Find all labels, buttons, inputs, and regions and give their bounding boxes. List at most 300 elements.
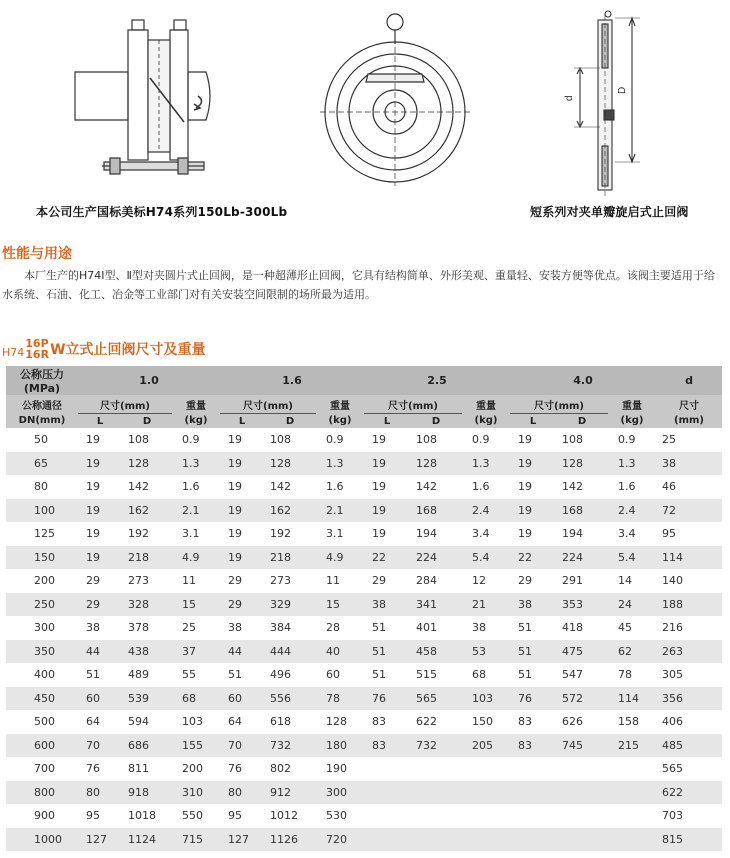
table-cell: 5.4 [608,546,656,570]
table-cell [410,757,462,781]
table-cell: 188 [656,593,722,617]
table-cell: 103 [462,687,510,711]
table-cell: 291 [556,569,608,593]
table-cell: 918 [122,781,172,805]
table-cell: 356 [656,687,722,711]
table-cell: 83 [364,710,410,734]
table-cell [364,781,410,805]
table-cell: 162 [122,499,172,523]
table-cell: 300 [316,781,364,805]
weight-header-2: 重量 [316,395,364,414]
table-cell: 51 [364,640,410,664]
dn-header: 公称通径 [6,395,78,414]
table-cell: 19 [510,475,556,499]
table-cell: 19 [364,428,410,452]
table-cell [462,804,510,828]
table-cell: 19 [364,452,410,476]
valve-drawings [0,0,730,235]
table-title-sup: 16P [25,337,49,350]
table-cell: 38 [78,616,122,640]
table-cell: 103 [172,710,220,734]
table-cell: 305 [656,663,722,687]
weight-header-3: 重量 [462,395,510,414]
table-cell: 25 [656,428,722,452]
table-cell: 815 [656,828,722,852]
table-cell: 2.1 [316,499,364,523]
table-cell: 310 [172,781,220,805]
table-title-prefix: H74 [2,345,25,359]
table-cell [410,781,462,805]
table-cell: 150 [6,546,78,570]
table-cell: 353 [556,593,608,617]
dimension-d-label: d [564,95,575,101]
table-cell: 496 [264,663,316,687]
table-row [6,687,722,711]
table-cell: 329 [264,593,316,617]
table-cell: 4.9 [316,546,364,570]
table-cell: 194 [556,522,608,546]
weight-unit-2: (kg) [316,414,364,429]
D-header-4: D [556,414,608,429]
table-cell: 100 [6,499,78,523]
table-row [6,804,722,828]
table-cell [556,828,608,852]
table-cell: 51 [220,663,264,687]
table-row [6,781,722,805]
table-cell: 51 [364,616,410,640]
table-cell: 15 [316,593,364,617]
table-cell: 626 [556,710,608,734]
table-row [6,757,722,781]
pressure-2-5: 2.5 [364,366,510,395]
table-cell: 565 [410,687,462,711]
table-cell: 745 [556,734,608,758]
size-header-3: 尺寸(mm) [364,395,462,414]
table-cell [462,757,510,781]
table-cell: 19 [510,452,556,476]
table-row [6,828,722,852]
table-cell: 19 [78,428,122,452]
table-cell: 45 [608,616,656,640]
table-cell: 19 [220,428,264,452]
table-cell [510,781,556,805]
table-cell: 70 [220,734,264,758]
d-size-header: 尺寸 [656,395,722,414]
table-cell: 400 [6,663,78,687]
table-cell: 21 [462,593,510,617]
d-unit-header: (mm) [656,414,722,429]
table-cell: 19 [78,546,122,570]
table-cell: 1.6 [608,475,656,499]
table-cell: 224 [556,546,608,570]
table-cell: 76 [364,687,410,711]
table-cell: 539 [122,687,172,711]
table-cell: 95 [220,804,264,828]
table-cell: 142 [556,475,608,499]
table-cell: 168 [556,499,608,523]
table-cell [462,781,510,805]
table-cell: 80 [6,475,78,499]
table-cell: 78 [316,687,364,711]
table-cell: 51 [510,640,556,664]
table-cell: 350 [6,640,78,664]
table-cell [510,828,556,852]
table-cell: 29 [220,593,264,617]
table-row [6,616,722,640]
table-cell: 515 [410,663,462,687]
table-cell: 40 [316,640,364,664]
table-cell: 618 [264,710,316,734]
table-row [6,640,722,664]
d-header: d [656,366,722,395]
table-cell: 38 [462,616,510,640]
table-cell: 190 [316,757,364,781]
table-cell: 142 [264,475,316,499]
table-cell: 565 [656,757,722,781]
table-cell: 273 [122,569,172,593]
table-cell: 68 [462,663,510,687]
valve-front-view-drawing [320,14,470,186]
table-row [6,499,722,523]
section-title: 性能与用途 [2,246,72,262]
pressure-1-0: 1.0 [78,366,220,395]
table-cell: 458 [410,640,462,664]
table-cell: 128 [410,452,462,476]
table-cell: 44 [220,640,264,664]
table-cell: 450 [6,687,78,711]
table-cell: 127 [78,828,122,852]
table-cell: 0.9 [316,428,364,452]
table-cell: 108 [410,428,462,452]
table-cell [410,804,462,828]
table-title-sub: 16R [25,348,50,361]
table-cell: 51 [364,663,410,687]
table-cell: 715 [172,828,220,852]
table-title-suffix: W立式止回阀尺寸及重量 [50,342,206,358]
table-cell: 180 [316,734,364,758]
table-cell: 1.6 [316,475,364,499]
table-cell [410,828,462,852]
weight-unit-4: (kg) [608,414,656,429]
table-cell: 60 [316,663,364,687]
table-cell [510,804,556,828]
table-cell: 700 [6,757,78,781]
valve-side-view-drawing [75,20,210,174]
table-cell [364,804,410,828]
table-cell [556,781,608,805]
table-cell: 418 [556,616,608,640]
table-row [6,452,722,476]
table-cell: 1.3 [608,452,656,476]
table-cell: 38 [220,616,264,640]
table-cell: 1000 [6,828,78,852]
table-cell: 19 [220,546,264,570]
table-cell: 62 [608,640,656,664]
table-cell: 80 [220,781,264,805]
table-cell: 95 [656,522,722,546]
table-cell: 76 [510,687,556,711]
table-cell: 802 [264,757,316,781]
table-cell: 25 [172,616,220,640]
table-cell: 19 [510,428,556,452]
table-cell: 150 [462,710,510,734]
table-cell: 401 [410,616,462,640]
table-cell: 155 [172,734,220,758]
table-cell: 720 [316,828,364,852]
table-cell: 108 [556,428,608,452]
weight-header-1: 重量 [172,395,220,414]
left-drawing-caption: 本公司生产国标美标H74系列150Lb-300Lb [36,205,288,219]
table-cell: 1.3 [172,452,220,476]
table-cell: 51 [78,663,122,687]
table-cell: 46 [656,475,722,499]
size-header-2: 尺寸(mm) [220,395,316,414]
table-cell: 64 [78,710,122,734]
D-header-2: D [264,414,316,429]
table-cell: 11 [172,569,220,593]
table-cell [556,757,608,781]
table-cell: 4.9 [172,546,220,570]
description-text: 本厂生产的H74Ⅰ型、Ⅱ型对夹圆片式止回阀，是一种超薄形止回阀，它具有结构简单、外形美观、重量轻、安装方便等优点。该阀主要适用于给水系统、石油、化工、冶金等工业部门对有关安装空间限制的场所最为适用。 [2,269,715,301]
pressure-4-0: 4.0 [510,366,656,395]
table-cell: 485 [656,734,722,758]
table-cell: 128 [556,452,608,476]
table-cell: 108 [264,428,316,452]
table-cell: 12 [462,569,510,593]
table-cell: 215 [608,734,656,758]
table-cell: 168 [410,499,462,523]
table-cell: 83 [364,734,410,758]
table-cell: 3.4 [462,522,510,546]
table-cell [462,828,510,852]
table-row [6,428,722,452]
table-cell: 19 [78,499,122,523]
table-cell: 38 [656,452,722,476]
table-cell: 38 [510,593,556,617]
table-cell: 83 [510,710,556,734]
table-cell: 83 [510,734,556,758]
table-cell [510,757,556,781]
table-cell: 19 [220,499,264,523]
table-cell: 547 [556,663,608,687]
table-cell: 24 [608,593,656,617]
table-cell: 114 [608,687,656,711]
table-cell: 556 [264,687,316,711]
table-cell [608,781,656,805]
table-cell: 732 [264,734,316,758]
table-cell: 2.1 [172,499,220,523]
table-cell: 530 [316,804,364,828]
valve-section-view-drawing [574,11,640,198]
table-row [6,663,722,687]
table-cell: 128 [264,452,316,476]
table-cell: 72 [656,499,722,523]
table-cell: 76 [220,757,264,781]
table-cell: 19 [78,522,122,546]
D-header-1: D [122,414,172,429]
table-cell: 128 [122,452,172,476]
table-cell [608,804,656,828]
table-cell: 162 [264,499,316,523]
table-cell: 218 [122,546,172,570]
table-cell: 128 [316,710,364,734]
table-cell: 19 [220,475,264,499]
table-cell: 70 [78,734,122,758]
table-cell: 15 [172,593,220,617]
table-cell: 384 [264,616,316,640]
table-cell: 284 [410,569,462,593]
table-cell: 200 [172,757,220,781]
table-cell: 703 [656,804,722,828]
table-cell: 44 [78,640,122,664]
table-cell: 19 [220,522,264,546]
table-row [6,546,722,570]
table-cell: 29 [220,569,264,593]
table-cell: 19 [364,522,410,546]
table-cell: 29 [78,569,122,593]
table-cell: 0.9 [462,428,510,452]
table-cell: 263 [656,640,722,664]
table-cell: 114 [656,546,722,570]
table-cell: 273 [264,569,316,593]
table-cell: 28 [316,616,364,640]
table-cell: 19 [220,452,264,476]
table-cell: 37 [172,640,220,664]
dimension-D-label: D [617,86,628,94]
table-cell: 406 [656,710,722,734]
table-cell: 1018 [122,804,172,828]
table-cell: 38 [364,593,410,617]
pressure-header: 公称压力(MPa) [6,366,78,395]
size-header-4: 尺寸(mm) [510,395,608,414]
table-cell: 1124 [122,828,172,852]
weight-unit-3: (kg) [462,414,510,429]
table-cell: 341 [410,593,462,617]
table-cell: 22 [510,546,556,570]
table-cell: 125 [6,522,78,546]
table-cell [608,828,656,852]
table-cell: 19 [364,475,410,499]
table-cell: 328 [122,593,172,617]
table-cell: 300 [6,616,78,640]
table-cell: 800 [6,781,78,805]
table-cell: 224 [410,546,462,570]
table-cell: 80 [78,781,122,805]
L-header-1: L [78,414,122,429]
L-header-3: L [364,414,410,429]
L-header-4: L [510,414,556,429]
table-cell: 65 [6,452,78,476]
table-cell: 194 [410,522,462,546]
table-cell: 1.6 [462,475,510,499]
table-cell: 19 [364,499,410,523]
table-cell: 50 [6,428,78,452]
table-cell: 22 [364,546,410,570]
table-cell: 19 [78,475,122,499]
table-cell [364,828,410,852]
dn-unit-header: DN(mm) [6,414,78,429]
table-cell: 200 [6,569,78,593]
size-header-1: 尺寸(mm) [78,395,172,414]
table-cell: 550 [172,804,220,828]
table-cell: 732 [410,734,462,758]
table-cell: 811 [122,757,172,781]
table-cell: 3.1 [316,522,364,546]
table-cell: 2.4 [608,499,656,523]
table-cell: 95 [78,804,122,828]
table-cell: 205 [462,734,510,758]
table-cell: 475 [556,640,608,664]
table-cell: 158 [608,710,656,734]
right-drawing-caption: 短系列对夹单瓣旋启式止回阀 [530,205,689,219]
table-row [6,734,722,758]
table-cell: 1.6 [172,475,220,499]
table-row [6,475,722,499]
table-cell: 600 [6,734,78,758]
table-cell: 3.1 [172,522,220,546]
table-cell: 216 [656,616,722,640]
table-cell: 3.4 [608,522,656,546]
table-cell: 2.4 [462,499,510,523]
table-cell: 622 [656,781,722,805]
table-cell: 29 [78,593,122,617]
table-cell: 1012 [264,804,316,828]
table-cell: 218 [264,546,316,570]
table-cell: 64 [220,710,264,734]
table-cell: 142 [122,475,172,499]
table-cell: 500 [6,710,78,734]
table-cell: 192 [264,522,316,546]
table-cell: 250 [6,593,78,617]
table-row [6,593,722,617]
table-cell [608,757,656,781]
table-cell: 140 [656,569,722,593]
table-cell: 0.9 [608,428,656,452]
table-title [2,334,206,364]
size-weight-table [6,366,722,851]
table-cell: 127 [220,828,264,852]
table-cell: 1126 [264,828,316,852]
table-cell: 76 [78,757,122,781]
table-cell: 60 [78,687,122,711]
table-cell [556,804,608,828]
table-cell: 19 [78,452,122,476]
table-body [6,428,722,851]
table-cell: 378 [122,616,172,640]
table-cell: 572 [556,687,608,711]
table-cell: 0.9 [172,428,220,452]
table-cell: 29 [364,569,410,593]
pressure-1-6: 1.6 [220,366,364,395]
table-cell: 622 [410,710,462,734]
description [2,266,722,304]
D-header-3: D [410,414,462,429]
table-cell: 60 [220,687,264,711]
table-cell: 78 [608,663,656,687]
L-header-2: L [220,414,264,429]
table-row [6,522,722,546]
table-cell: 912 [264,781,316,805]
table-cell: 489 [122,663,172,687]
table-cell: 192 [122,522,172,546]
weight-header-4: 重量 [608,395,656,414]
table-cell [364,757,410,781]
table-cell: 142 [410,475,462,499]
table-cell: 1.3 [316,452,364,476]
table-cell: 19 [510,499,556,523]
table-cell: 29 [510,569,556,593]
table-cell: 686 [122,734,172,758]
